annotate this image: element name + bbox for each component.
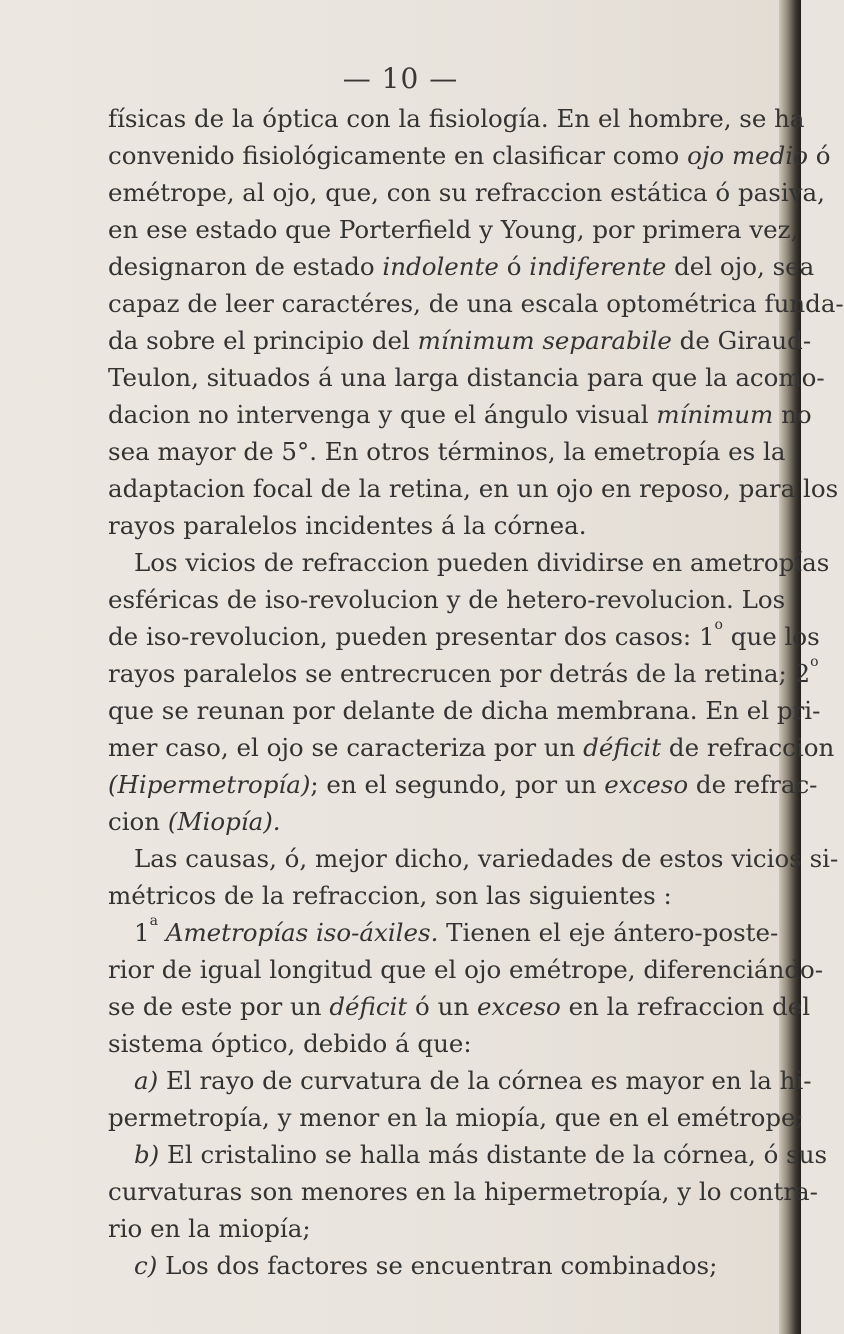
text-run: Ametropías iso-áxiles. <box>165 918 439 947</box>
text-line <box>108 100 805 137</box>
text-run: da sobre el principio del <box>108 326 418 355</box>
text-run: adaptacion focal de la retina, en un ojo en reposo, para los <box>108 474 839 503</box>
text-run: a <box>149 913 158 929</box>
text-line <box>108 322 812 359</box>
text-line <box>108 544 830 581</box>
text-line <box>108 174 825 211</box>
text-run: exceso <box>604 770 689 799</box>
text-line <box>108 766 818 803</box>
text-run: o <box>714 617 723 633</box>
text-line <box>108 1136 828 1173</box>
text-line <box>108 1099 804 1136</box>
text-run: físicas de la óptica con la fisiología. En el hombre, se ha <box>108 104 805 133</box>
text-line <box>108 581 786 618</box>
text-run: ojo medio <box>687 141 808 170</box>
text-run: esféricas de iso-revolucion y de hetero-revolucion. Los <box>108 585 786 614</box>
text-run: mínimum separabile <box>417 326 672 355</box>
text-run: de refrac- <box>688 770 818 799</box>
text-line <box>108 729 835 766</box>
text-run: emétrope, al ojo, que, con su refraccion estática ó pasiva, <box>108 178 825 207</box>
text-run <box>158 918 166 947</box>
text-run: mer caso, el ojo se caracteriza por un <box>108 733 584 762</box>
text-line <box>108 654 819 692</box>
text-run: (Hipermetropía) <box>108 770 311 799</box>
text-line <box>108 803 775 840</box>
text-line <box>108 877 775 914</box>
text-run: Tienen el eje ántero-poste- <box>438 918 779 947</box>
text-run: rio en la miopía; <box>108 1214 311 1243</box>
text-line <box>108 137 831 174</box>
text-run: indolente <box>382 252 499 281</box>
text-line <box>108 840 839 877</box>
text-run: rayos paralelos se entrecrucen por detrás de la retina; 2 <box>108 659 811 688</box>
text-run: c) <box>134 1251 158 1280</box>
text-run: Teulon, situados á una larga distancia para que la acomo- <box>108 363 825 392</box>
text-run: ; en el segundo, por un <box>310 770 605 799</box>
text-line <box>108 617 820 655</box>
text-line <box>108 1062 812 1099</box>
text-line <box>108 1210 775 1247</box>
text-run: en la refraccion del <box>560 992 811 1021</box>
text-line <box>108 1247 775 1284</box>
text-line <box>108 396 812 433</box>
text-line <box>108 1025 775 1062</box>
text-run: déficit <box>583 733 662 762</box>
text-run: exceso <box>476 992 561 1021</box>
text-run: designaron de estado <box>108 252 383 281</box>
text-run: o <box>810 654 819 670</box>
text-run: mínimum <box>656 400 774 429</box>
text-run: 1 <box>134 918 150 947</box>
text-line <box>108 433 786 470</box>
text-run: (Miopía). <box>167 807 281 836</box>
text-run: del ojo, sea <box>666 252 815 281</box>
text-line <box>108 359 825 396</box>
body-text <box>108 100 844 1284</box>
text-run: b) <box>134 1140 160 1169</box>
text-run: de iso-revolucion, pueden presentar dos casos: 1 <box>108 622 715 651</box>
text-run: sistema óptico, debido á que: <box>108 1029 472 1058</box>
text-line <box>108 913 779 951</box>
text-run: convenido fisiológicamente en clasificar como <box>108 141 688 170</box>
text-run: sea mayor de 5°. En otros términos, la emetropía es la <box>108 437 786 466</box>
text-run: dacion no intervenga y que el ángulo visual <box>108 400 657 429</box>
text-line <box>108 692 821 729</box>
text-run: Los vicios de refraccion pueden dividirse en ametropías <box>134 548 830 577</box>
text-run: que los <box>722 622 820 651</box>
text-line <box>108 1173 818 1210</box>
text-run: cion <box>108 807 168 836</box>
text-run: a) <box>134 1066 159 1095</box>
text-run: curvaturas son menores en la hipermetropía, y lo contra- <box>108 1177 818 1206</box>
text-run: permetropía, y menor en la miopía, que en el emétrope; <box>108 1103 804 1132</box>
text-line <box>108 507 775 544</box>
text-run: rior de igual longitud que el ojo emétrope, diferenciándo- <box>108 955 824 984</box>
text-run: Los dos factores se encuentran combinados; <box>157 1251 718 1280</box>
text-run: indiferente <box>529 252 667 281</box>
text-line <box>108 470 839 507</box>
text-run: que se reunan por delante de dicha membrana. En el pri- <box>108 696 821 725</box>
text-run: El cristalino se halla más distante de la córnea, ó sus <box>159 1140 828 1169</box>
text-run: de refraccion <box>661 733 835 762</box>
text-run: ó <box>498 252 530 281</box>
text-line <box>108 988 811 1025</box>
text-line <box>108 211 799 248</box>
text-run: El rayo de curvatura de la córnea es mayor en la hi- <box>158 1066 812 1095</box>
text-run: de Giraud- <box>671 326 812 355</box>
text-run: ó <box>807 141 831 170</box>
text-run: rayos paralelos incidentes á la córnea. <box>108 511 587 540</box>
text-line <box>108 285 844 322</box>
text-run: ó un <box>407 992 477 1021</box>
text-run: capaz de leer caractéres, de una escala optométrica funda- <box>108 289 844 318</box>
text-run: no <box>773 400 812 429</box>
text-line <box>108 248 815 285</box>
text-run: déficit <box>329 992 408 1021</box>
text-run: en ese estado que Porterfield y Young, por primera vez, <box>108 215 799 244</box>
page-number: — 10 — <box>342 62 459 95</box>
text-run: se de este por un <box>108 992 330 1021</box>
text-run: Las causas, ó, mejor dicho, variedades de estos vicios si- <box>134 844 839 873</box>
text-run: métricos de la refraccion, son las siguientes : <box>108 881 672 910</box>
text-line <box>108 951 824 988</box>
